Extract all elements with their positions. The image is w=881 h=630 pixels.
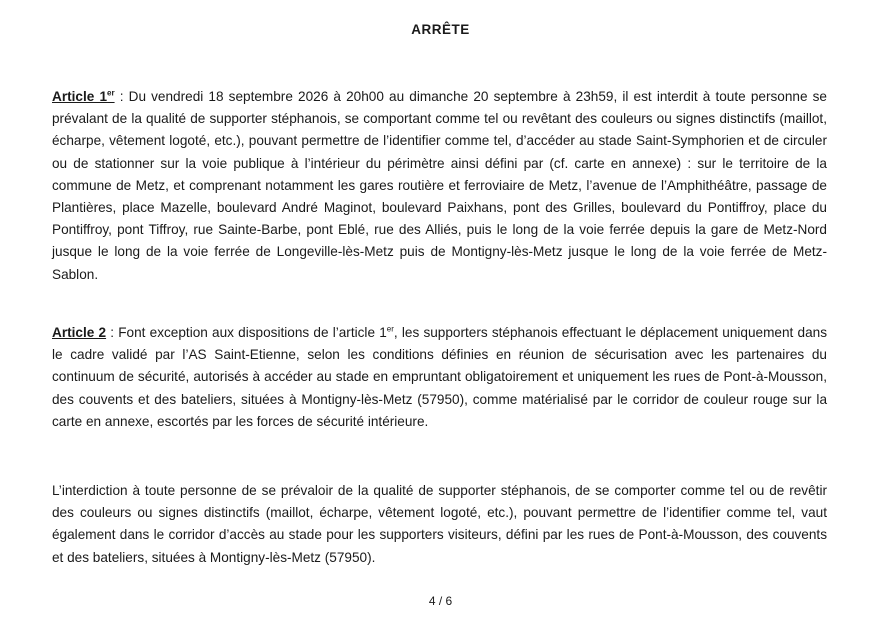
article-1-label-text: Article 1 (52, 89, 108, 104)
article-1-label-sup: er (107, 88, 115, 98)
article-2-text-sup: er (386, 324, 394, 334)
article-2-text-after: , les supporters stéphanois effectuant le déplacement uniquement dans le cadre validé par l’AS Saint-Etienne, selon les conditions définies en réunion de sécurisation avec les partenaires du continuum de sécurité, autorisés à accéder au stade en empruntant obligatoirement et uniquement les rues de Pont-à-Mousson, des couvents et des bateliers, situées à Montigny-lès-Metz (57950), comme matérialisé par le corridor de couleur rouge sur la carte en annexe, escortés par les forces de sécurité intérieure. (52, 325, 828, 429)
paragraph-3: L’interdiction à toute personne de se prévaloir de la qualité de supporter stéphanois, de se comporter comme tel ou de revêtir des couleurs ou signes distinctifs (maillot, écharpe, vêtement logoté, etc.), pouvant permettre de l’identifier comme tel, vaut également dans le corridor d’accès au stade pour les supporters visiteurs, défini par les rues de Pont-à-Mousson, des couvents et des bateliers, situées à Montigny-lès-Metz (57950). (52, 483, 827, 565)
document-title: ARRÊTE (411, 22, 470, 37)
article-1-text: : Du vendredi 18 septembre 2026 à 20h00 au dimanche 20 septembre à 23h59, il est interdit à toute personne se prévalant de la qualité de supporter stéphanois, se comportant comme tel ou revêtant des couleurs ou signes distinctifs (maillot, écharpe, vêtement logoté, etc.), pouvant permettre de l’identifier comme tel, d’accéder au stade Saint-Symphorien et de circuler ou de stationner sur la voie publique à l’intérieur du périmètre ainsi défini par (cf. carte en annexe) : sur le territoire de la commune de Metz, et comprenant notamment les gares routière et ferroviaire de Metz, l’avenue de l’Amphithéâtre, passage de Plantières, place Mazelle, boulevard André Maginot, boulevard Paixhans, pont des Grilles, boulevard du Pontiffroy, place du Pontiffroy, pont Tiffroy, rue Sainte-Barbe, pont Eblé, rue des Alliés, puis le long de la voie ferrée depuis la gare de Metz-Nord jusque le long de la voie ferrée de Longeville-lès-Metz puis de Montigny-lès-Metz jusque le long de la voie ferrée de Metz-Sablon. (52, 89, 827, 282)
article-2-label: Article 2 (52, 325, 107, 340)
article-1 (52, 86, 827, 286)
article-2-text-before: : Font exception aux dispositions de l’article 1 (106, 325, 387, 340)
page-number: 4 / 6 (428, 594, 453, 608)
article-1-label (52, 89, 115, 104)
article-2 (52, 322, 827, 433)
